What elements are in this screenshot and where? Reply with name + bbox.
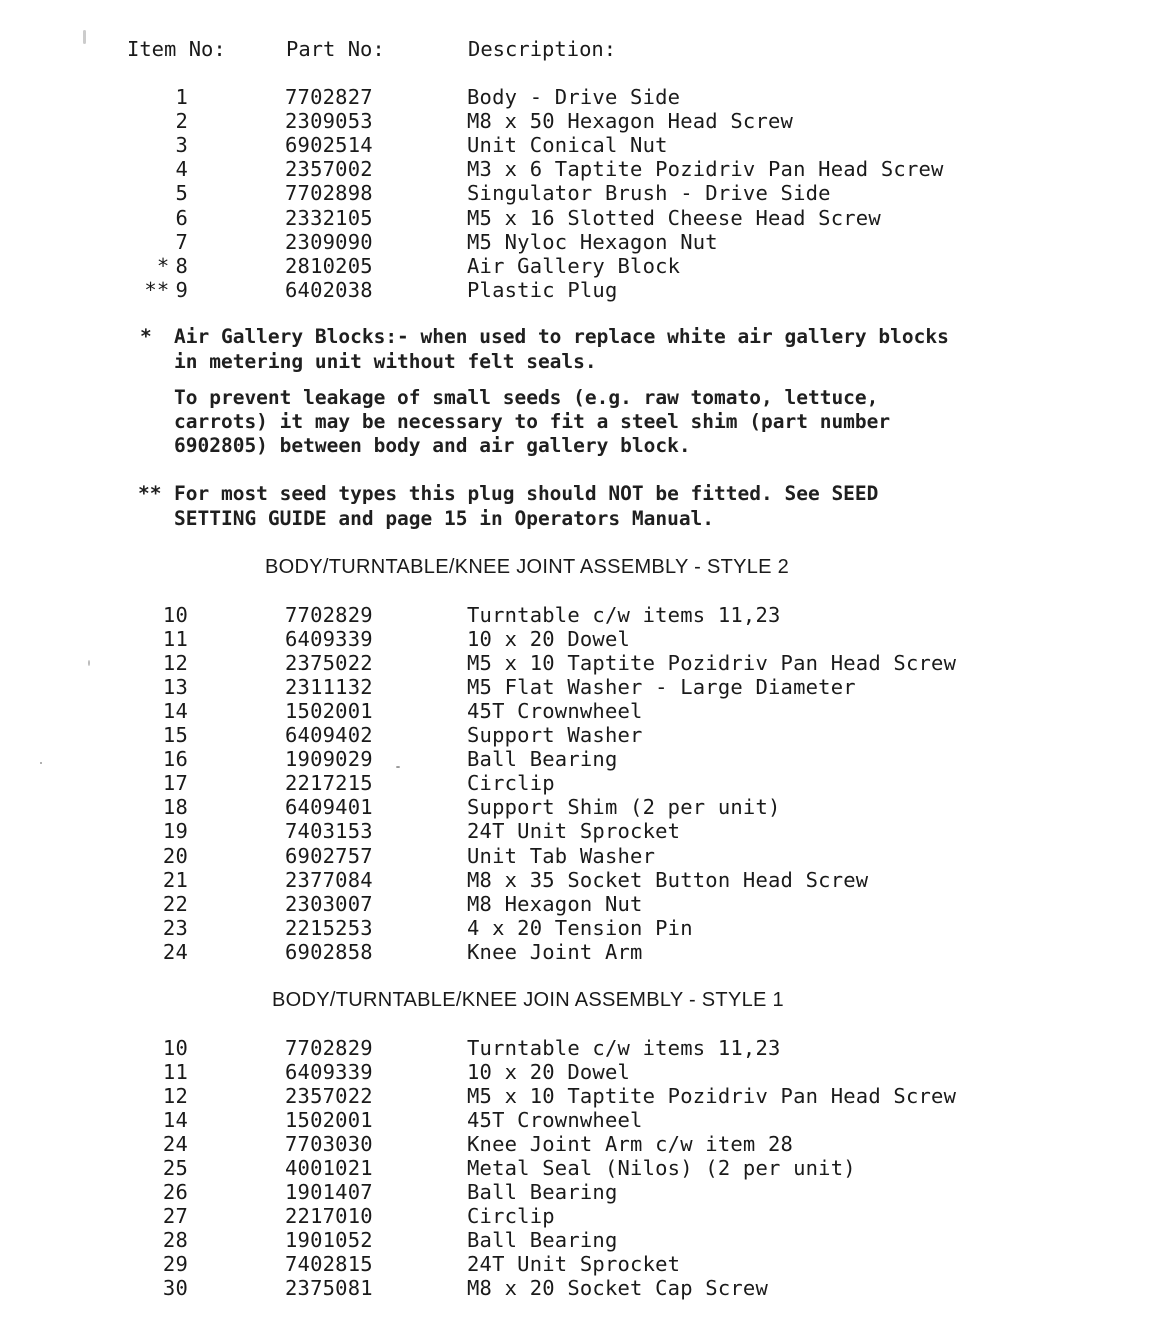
part-number: 7702898: [285, 181, 373, 206]
part-description: Knee Joint Arm: [467, 939, 643, 964]
item-number: [100, 603, 188, 627]
part-number: 2215253: [285, 915, 373, 940]
item-number: [100, 85, 188, 109]
item-number-value: 12: [162, 651, 188, 676]
part-description: 45T Crownwheel: [467, 699, 643, 724]
part-number: 2357022: [285, 1084, 373, 1108]
item-number-value: 30: [162, 1276, 188, 1300]
item-number: [100, 1228, 188, 1252]
item-number-value: 2: [175, 109, 188, 134]
item-number: [100, 940, 188, 964]
part-description: M8 Hexagon Nut: [467, 891, 643, 916]
part-number: 2309053: [285, 109, 373, 134]
part-description: M8 x 35 Socket Button Head Screw: [467, 867, 869, 892]
part-description: Plastic Plug: [467, 277, 618, 302]
part-number: 1502001: [285, 699, 373, 724]
item-number-value: 13: [162, 675, 188, 700]
part-description: M3 x 6 Taptite Pozidriv Pan Head Screw: [467, 157, 944, 182]
part-description: Support Washer: [467, 723, 643, 748]
part-number: 1502001: [285, 1108, 373, 1132]
note1-para2-line2: carrots) it may be necessary to fit a steel shim (part number: [174, 410, 891, 433]
item-number: [100, 1180, 188, 1204]
item-number-value: 12: [162, 1084, 188, 1108]
item-number: [100, 1108, 188, 1132]
part-number: 2375022: [285, 651, 373, 676]
note1-line1: Air Gallery Blocks:- when used to replace white air gallery blocks: [174, 325, 949, 348]
part-description: 10 x 20 Dowel: [467, 1060, 631, 1084]
part-description: Turntable c/w items 11,23: [467, 1036, 781, 1060]
item-number-value: 16: [162, 747, 188, 772]
part-number: 4001021: [285, 1156, 373, 1180]
note1-para2-line3: 6902805) between body and air gallery block.: [174, 434, 691, 457]
part-description: 4 x 20 Tension Pin: [467, 915, 693, 940]
header-item-no: Item No:: [127, 37, 226, 61]
part-description: Unit Tab Washer: [467, 843, 656, 868]
part-description: Ball Bearing: [467, 1228, 618, 1252]
part-number: 7702827: [285, 85, 373, 109]
item-number-value: 25: [162, 1156, 188, 1180]
item-number-value: 6: [175, 205, 188, 230]
item-number-value: 22: [162, 891, 188, 916]
part-description: M5 x 10 Taptite Pozidriv Pan Head Screw: [467, 1084, 957, 1108]
item-number: [100, 1204, 188, 1228]
item-number: [100, 916, 188, 940]
section-style1-title: BODY/TURNTABLE/KNEE JOIN ASSEMBLY - STYLE 1: [272, 989, 784, 1011]
item-number-value: 24: [162, 1132, 188, 1156]
part-number: 6902757: [285, 843, 373, 868]
part-description: M5 Nyloc Hexagon Nut: [467, 229, 718, 254]
item-number: [100, 723, 188, 747]
item-number-value: 7: [175, 229, 188, 254]
item-number: [100, 868, 188, 892]
item-number-value: 4: [175, 157, 188, 182]
part-number: 1909029: [285, 747, 373, 772]
item-number-value: 3: [175, 133, 188, 158]
part-description: Body - Drive Side: [467, 85, 681, 109]
part-number: 6902858: [285, 939, 373, 964]
item-number-value: 19: [162, 819, 188, 844]
header-description: Description:: [468, 37, 617, 61]
part-number: 6409339: [285, 627, 373, 652]
item-number: [100, 254, 188, 278]
scan-mark: [83, 30, 86, 44]
scan-speck: [88, 660, 90, 666]
item-number-value: 17: [162, 771, 188, 796]
item-number: [100, 206, 188, 230]
note1-line2: in metering unit without felt seals.: [174, 350, 597, 373]
item-number-value: 15: [162, 723, 188, 748]
item-number: [100, 1276, 188, 1300]
part-number: 1901052: [285, 1228, 373, 1252]
item-number: [100, 747, 188, 771]
item-number: [100, 230, 188, 254]
part-number: 2217010: [285, 1204, 373, 1228]
part-description: M5 Flat Washer - Large Diameter: [467, 675, 856, 700]
part-number: 2357002: [285, 157, 373, 182]
item-number: [100, 892, 188, 916]
header-part-no: Part No:: [286, 37, 385, 61]
item-number: [100, 651, 188, 675]
item-number: [100, 819, 188, 843]
part-description: 45T Crownwheel: [467, 1108, 643, 1132]
part-number: 7702829: [285, 603, 373, 627]
scan-speck: [396, 766, 400, 768]
item-number: [100, 844, 188, 868]
item-number-value: 24: [162, 939, 188, 964]
item-number: [100, 133, 188, 157]
item-number-value: 23: [162, 915, 188, 940]
part-description: Circlip: [467, 771, 555, 796]
item-number: [100, 1060, 188, 1084]
part-number: 2377084: [285, 867, 373, 892]
item-number-value: 27: [162, 1204, 188, 1228]
item-number: [100, 109, 188, 133]
part-number: 6402038: [285, 277, 373, 302]
part-number: 7402815: [285, 1252, 373, 1276]
item-number-value: 14: [162, 1108, 188, 1132]
item-number: [100, 1084, 188, 1108]
item-number: [100, 771, 188, 795]
item-number-value: 10: [162, 603, 188, 627]
part-number: 2303007: [285, 891, 373, 916]
part-description: Unit Conical Nut: [467, 133, 668, 158]
part-description: M8 x 50 Hexagon Head Screw: [467, 109, 794, 134]
item-number-value: 18: [162, 795, 188, 820]
part-description: Ball Bearing: [467, 1180, 618, 1204]
part-description: Knee Joint Arm c/w item 28: [467, 1132, 794, 1156]
part-number: 7703030: [285, 1132, 373, 1156]
part-number: 1901407: [285, 1180, 373, 1204]
note2-marker: **: [138, 482, 162, 505]
part-number: 7403153: [285, 819, 373, 844]
part-description: Support Shim (2 per unit): [467, 795, 781, 820]
part-number: 2375081: [285, 1276, 373, 1300]
item-number-value: 20: [162, 843, 188, 868]
part-description: Circlip: [467, 1204, 555, 1228]
item-number-value: 1: [175, 85, 188, 109]
part-description: 10 x 20 Dowel: [467, 627, 631, 652]
item-number-value: 26: [162, 1180, 188, 1204]
note2-line1: For most seed types this plug should NOT be fitted. See SEED: [174, 482, 879, 505]
item-number: [100, 699, 188, 723]
item-number-value: 11: [162, 1060, 188, 1084]
item-number-value: 11: [162, 627, 188, 652]
part-description: M5 x 10 Taptite Pozidriv Pan Head Screw: [467, 651, 957, 676]
item-number-value: 28: [162, 1228, 188, 1252]
part-number: 6902514: [285, 133, 373, 158]
part-description: Ball Bearing: [467, 747, 618, 772]
part-description: 24T Unit Sprocket: [467, 1252, 681, 1276]
item-number: [100, 627, 188, 651]
part-description: 24T Unit Sprocket: [467, 819, 681, 844]
part-number: 2311132: [285, 675, 373, 700]
item-number-value: 29: [162, 1252, 188, 1276]
part-number: 6409339: [285, 1060, 373, 1084]
part-number: 2332105: [285, 205, 373, 230]
part-description: M5 x 16 Slotted Cheese Head Screw: [467, 205, 881, 230]
item-number: [100, 278, 188, 302]
part-number: 2309090: [285, 229, 373, 254]
item-number: [100, 795, 188, 819]
part-number: 2810205: [285, 253, 373, 278]
part-number: 2217215: [285, 771, 373, 796]
part-description: Singulator Brush - Drive Side: [467, 181, 831, 206]
scan-speck: [40, 762, 42, 764]
item-number: [100, 157, 188, 181]
item-number: [100, 1036, 188, 1060]
part-description: Turntable c/w items 11,23: [467, 603, 781, 627]
item-number: [100, 1156, 188, 1180]
item-number-value: 8: [175, 253, 188, 278]
part-number: 7702829: [285, 1036, 373, 1060]
part-description: M8 x 20 Socket Cap Screw: [467, 1276, 769, 1300]
item-number: [100, 1252, 188, 1276]
note1-para2-line1: To prevent leakage of small seeds (e.g. raw tomato, lettuce,: [174, 386, 879, 409]
footnote-marker: *: [156, 253, 170, 278]
part-number: 6409402: [285, 723, 373, 748]
note1-marker: *: [140, 325, 152, 348]
footnote-marker: **: [144, 277, 170, 302]
item-number-value: 5: [175, 181, 188, 206]
item-number-value: 9: [175, 277, 188, 302]
part-number: 6409401: [285, 795, 373, 820]
item-number: [100, 1132, 188, 1156]
item-number-value: 14: [162, 699, 188, 724]
part-description: Air Gallery Block: [467, 253, 681, 278]
section-style2-title: BODY/TURNTABLE/KNEE JOINT ASSEMBLY - STYLE 2: [265, 556, 790, 578]
item-number-value: 10: [162, 1036, 188, 1060]
item-number-value: 21: [162, 867, 188, 892]
item-number: [100, 181, 188, 205]
item-number: [100, 675, 188, 699]
part-description: Metal Seal (Nilos) (2 per unit): [467, 1156, 856, 1180]
note2-line2: SETTING GUIDE and page 15 in Operators Manual.: [174, 507, 715, 530]
